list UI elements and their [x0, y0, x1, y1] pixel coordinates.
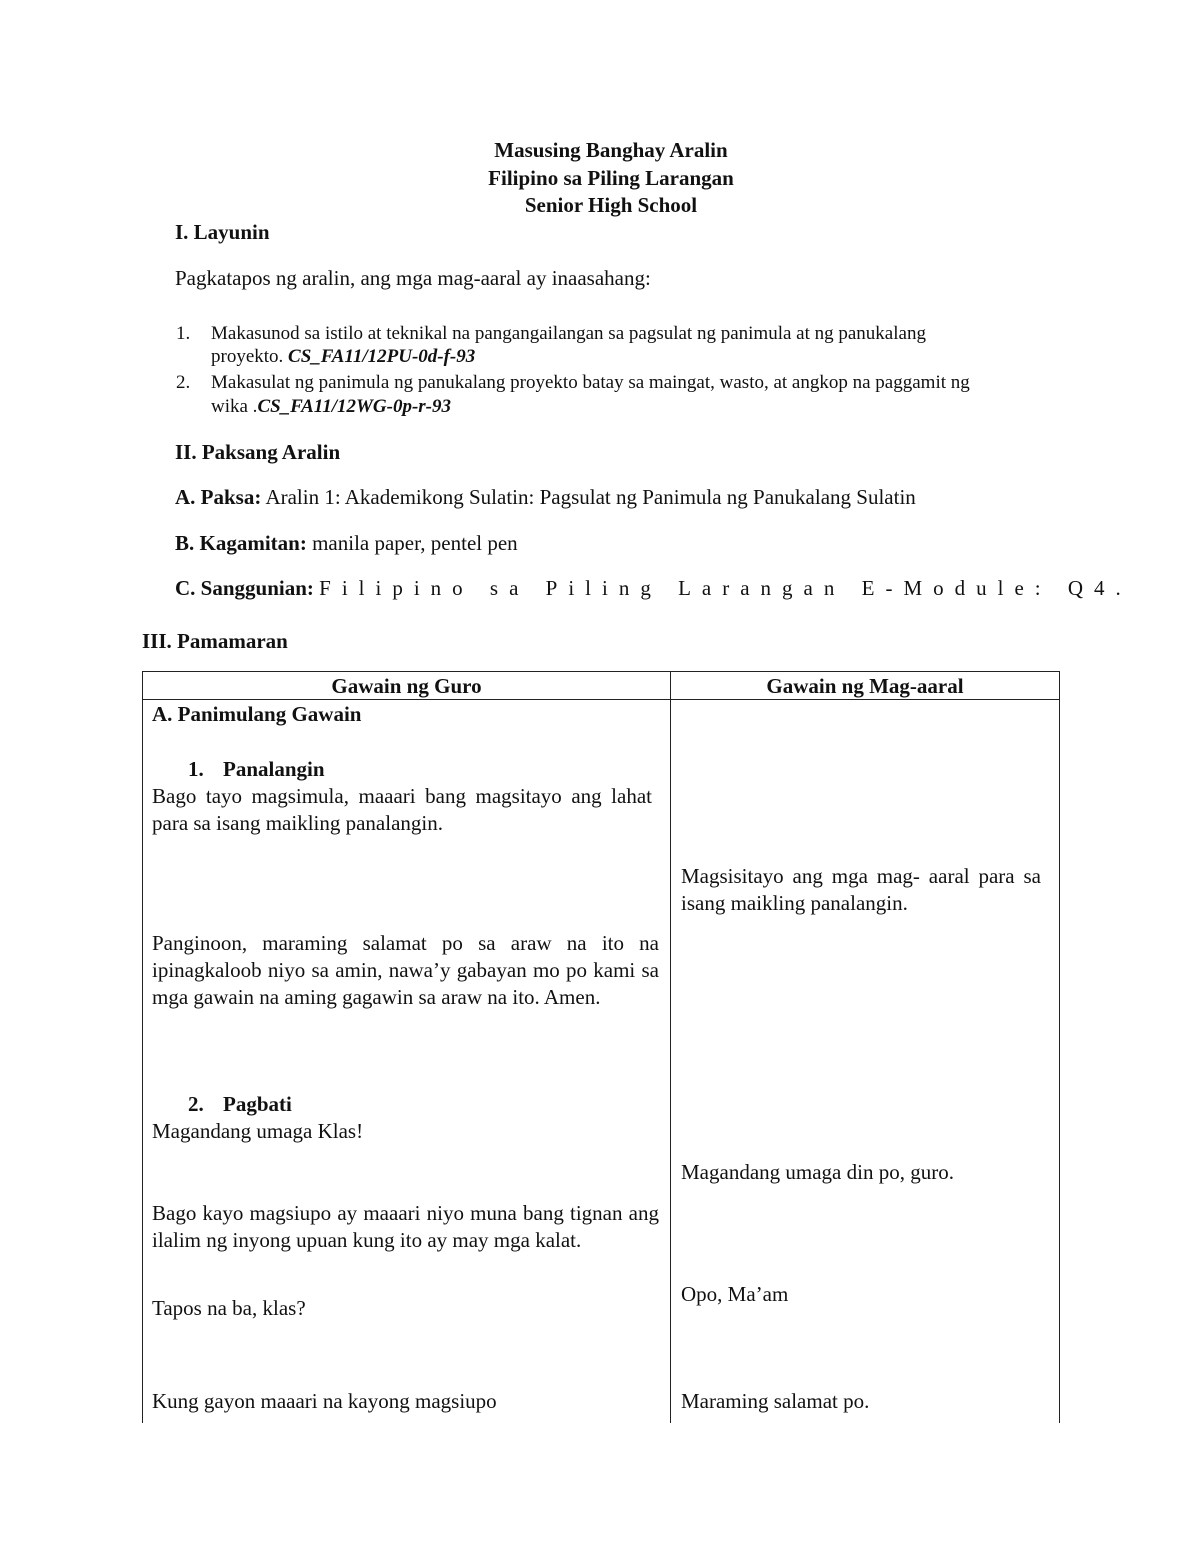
paksa-label: A. Paksa: [175, 485, 262, 509]
step-pagbati: Pagbati [223, 1092, 292, 1116]
kagamitan-label: B. Kagamitan: [175, 531, 307, 555]
kagamitan-line [175, 531, 518, 556]
objective-number: 1. [176, 323, 191, 344]
paksa-value: Aralin 1: Akademikong Sulatin: Pagsulat ng Panimula ng Panukalang Sulatin [265, 485, 916, 509]
kagamitan-value: manila paper, pentel pen [312, 531, 518, 555]
mag-aaral-text: Opo, Ma’am [681, 1282, 789, 1306]
section-panimulang-gawain: A. Panimulang Gawain [152, 702, 362, 726]
step-number: 1. [188, 757, 204, 781]
guro-prayer: Panginoon, maraming salamat po sa araw na ito na ipinagkaloob niyo sa amin, nawa’y gabayan mo po kami sa mga gawain na aming gagawin sa araw na ito. Amen. [152, 931, 659, 1009]
objective-number: 2. [176, 372, 191, 393]
column-header-guro: Gawain ng Guro [331, 674, 482, 698]
competency-code: CS_FA11/12WG-0p-r-93 [257, 396, 451, 417]
paksang-aralin-heading: II. Paksang Aralin [175, 440, 341, 464]
layunin-intro: Pagkatapos ng aralin, ang mga mag-aaral ay inaasahang: [175, 266, 651, 290]
pamamaraan-heading: III. Pamamaran [142, 629, 288, 653]
layunin-heading: I. Layunin [175, 220, 270, 244]
objective-text-tail: wika . [211, 396, 258, 417]
doc-level: Senior High School [524, 193, 698, 217]
guro-text: Bago tayo magsimula, maaari bang magsitayo ang lahat para sa isang maikling panalangin. [152, 784, 652, 835]
objective-text-tail: proyekto. [211, 346, 289, 367]
objective-text: Makasulat ng panimula ng panukalang proyekto batay sa maingat, wasto, at angkop na paggamit ng [211, 372, 970, 393]
mag-aaral-text: Magandang umaga din po, guro. [681, 1160, 954, 1184]
column-header-mag-aaral: Gawain ng Mag-aaral [766, 674, 964, 698]
objective-text-cont [211, 396, 451, 418]
sanggunian-label: C. Sanggunian: [175, 576, 314, 600]
header-divider [143, 699, 1059, 700]
objective-text-cont [211, 346, 475, 368]
doc-title: Masusing Banghay Aralin [494, 138, 728, 162]
guro-text: Tapos na ba, klas? [152, 1296, 306, 1320]
guro-text: Magandang umaga Klas! [152, 1119, 364, 1143]
paksa-line [175, 485, 916, 510]
guro-text: Bago kayo magsiupo ay maaari niyo muna bang tignan ang ilalim ng inyong upuan kung ito ay may mga kalat. [152, 1201, 659, 1252]
activities-table [142, 671, 1060, 1423]
doc-subject: Filipino sa Piling Larangan [488, 166, 734, 190]
objective-text: Makasunod sa istilo at teknikal na pangangailangan sa pagsulat ng panimula at ng panukalang [211, 323, 926, 344]
column-divider [670, 672, 671, 1423]
guro-text: Kung gayon maaari na kayong magsiupo [152, 1389, 497, 1413]
step-panalangin: Panalangin [223, 757, 325, 781]
step-number: 2. [188, 1092, 204, 1116]
mag-aaral-text: Maraming salamat po. [681, 1389, 870, 1413]
mag-aaral-text: Magsisitayo ang mga mag- aaral para sa isang maikling panalangin. [681, 864, 1041, 915]
sanggunian-line [175, 576, 1132, 601]
competency-code: CS_FA11/12PU-0d-f-93 [288, 346, 476, 367]
sanggunian-value: Filipino sa Piling Larangan E-Module: Q4. [319, 576, 1132, 600]
